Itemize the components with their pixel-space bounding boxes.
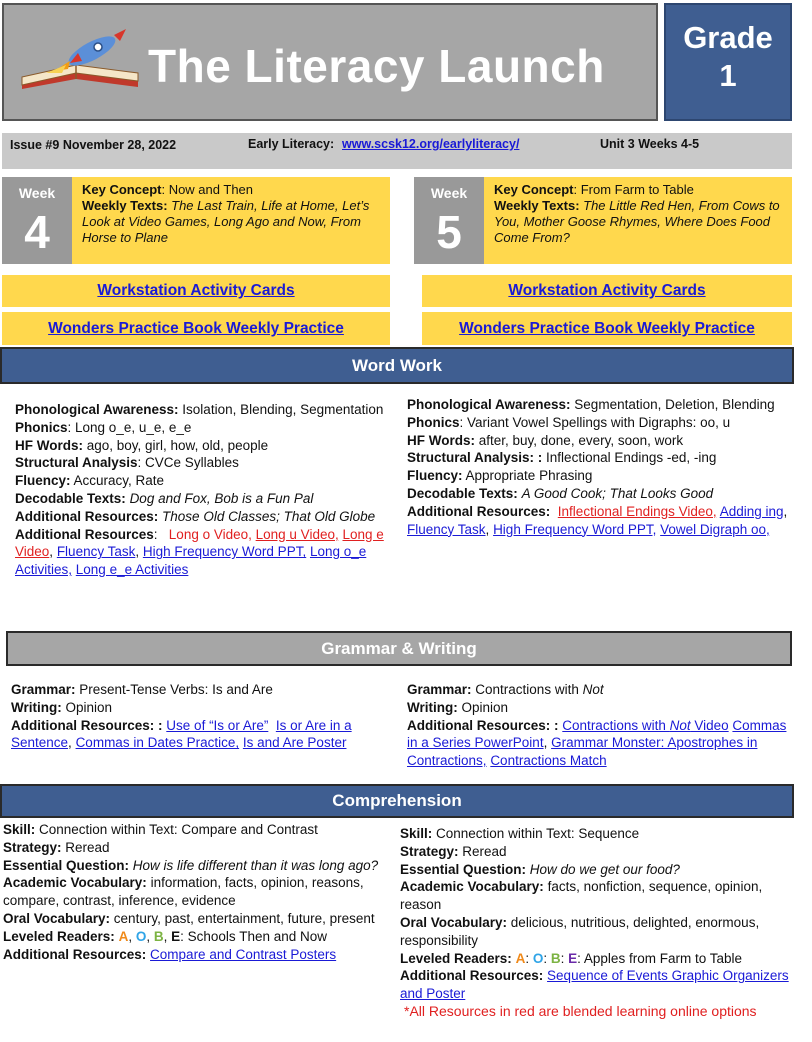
weekly-texts-label: Weekly Texts [494,198,576,213]
week-label: Week [18,185,56,201]
header-banner [2,3,658,121]
fluency-task-link[interactable]: Fluency Task [56,544,136,560]
workstation-activity-cards-link[interactable]: Workstation Activity Cards [97,282,295,299]
weekly-texts: The Last Train, Life at Home, Let’s Look at Video Games, Long Ago and Now, From Horse to Plane [82,198,370,245]
inflectional-endings-video-link[interactable]: Inflectional Endings Video, [557,503,717,519]
vowel-digraph-oo-link[interactable]: Vowel Digraph oo, [660,521,770,537]
weekly-texts: The Little Red Hen, From Cows to You, Mother Goose Rhymes, Where Does Food Come From? [494,198,780,245]
week-4-number-block [2,177,72,264]
wonders-bar-week-5 [422,312,792,345]
grade-label: Grade [683,20,773,55]
adding-ing-link[interactable]: Adding ing [719,503,784,519]
grammar-monster-apostrophes-link[interactable]: Grammar Monster: Apostrophes in Contractions, [407,735,758,769]
long-o-video-link[interactable]: Long o Video, [168,526,252,542]
high-frequency-word-ppt-link[interactable]: High Frequency Word PPT, [493,521,657,537]
compare-contrast-posters-link[interactable]: Compare and Contrast Posters [150,946,337,962]
high-frequency-word-ppt-link[interactable]: High Frequency Word PPT, [142,544,307,560]
key-concept: : Now and Then [161,182,254,197]
is-and-are-poster-link[interactable]: Is and Are Poster [242,735,347,751]
grade-badge [664,3,792,121]
key-concept-label: Key Concept [494,182,574,197]
comprehension-header: Comprehension [0,784,794,818]
early-literacy-link[interactable]: www.scsk12.org/earlyliteracy/ [342,137,520,151]
book-rocket-logo-icon [16,27,144,107]
grammar-writing-header: Grammar & Writing [6,631,792,666]
week-label: Week [430,185,468,201]
word-work-header: Word Work [0,347,794,384]
week-4-box [2,177,390,264]
wonders-practice-book-link[interactable]: Wonders Practice Book Weekly Practice [459,320,755,337]
unit-weeks: Unit 3 Weeks 4-5 [600,137,700,151]
week-number: 4 [24,206,50,258]
week-number: 5 [436,206,462,258]
is-or-are-in-a-sentence-link[interactable]: Is or Are in a Sentence [11,717,352,751]
long-oe-activities-link[interactable]: Long o_e Activities, [15,544,367,578]
workstation-bar-week-4 [2,275,390,307]
contractions-match-link[interactable]: Contractions Match [490,753,607,769]
issue-info-bar [2,133,792,169]
week-5-box [414,177,792,264]
commas-in-dates-practice-link[interactable]: Commas in Dates Practice, [75,735,240,751]
comprehension-week-4: Skill: Connection within Text: Compare and Contrast Strategy: Reread Essential Question: How is life different than it was long ago? Academic Vocabulary: information, facts, opinion, reasons, compare, contrast, inference, evidence Oral Vocabulary: century, past, entertainment, future, present Leveled Readers: A, O, B, E: Schools Then and Now Additional Resources: Compare and Contrast Posters [3,822,379,962]
week-5-description: Key Concept: From Farm to Table Weekly Texts: The Little Red Hen, From Cows to You, Mother Goose Rhymes, Where Does Food Come From? [494,182,780,245]
wonders-practice-book-link[interactable]: Wonders Practice Book Weekly Practice [48,320,344,337]
key-concept-label: Key Concept [82,182,162,197]
grammar-week-4: Grammar: Present-Tense Verbs: Is and Are Writing: Opinion Additional Resources: : Use of “Is or Are” Is or Are in a Sentence, Commas in Dates Practice, Is and Are Poster [11,682,352,751]
word-work-week-4: Phonological Awareness: Isolation, Blending, Segmentation Phonics: Long o_e, u_e, e_e HF Words: ago, boy, girl, how, old, people Structural Analysis: CVCe Syllables Fluency: Accuracy, Rate Decodable Texts: Dog and Fox, Bob is a Fun Pal Additional Resources: Those Old Classes; That Old Globe Additional Resources: Long o Video, Long u Video, Long e Video, Fluency Task, High Frequency Word PPT, Long o_e Activities, Long e_e Activities [15,402,384,578]
week-5-number-block [414,177,484,264]
word-work-week-5: Phonological Awareness: Segmentation, Deletion, Blending Phonics: Variant Vowel Spellings with Digraphs: oo, u HF Words: after, buy, done, every, soon, work Structural Analysis: : Inflectional Endings -ed, -ing Fluency: Appropriate Phrasing Decodable Texts: A Good Cook; That Looks Good Additional Resources: Inflectional Endings Video, Adding ing, Fluency Task, High Frequency Word PPT, Vowel Digraph oo, [407,397,788,537]
contractions-with-not-video-link[interactable]: Contractions with Not Video [562,717,729,733]
weekly-texts-label: Weekly Texts [82,198,164,213]
use-of-is-or-are-link[interactable]: Use of “Is or Are” [166,717,269,733]
week-4-description: Key Concept: Now and Then Weekly Texts: The Last Train, Life at Home, Let’s Look at Video Games, Long Ago and Now, From Horse to Plane [82,182,370,245]
wonders-bar-week-4 [2,312,390,345]
issue-date: Issue #9 November 28, 2022 [10,138,177,152]
grade-number: 1 [719,58,737,93]
long-e-video-link[interactable]: Long e Video [15,526,384,560]
workstation-bar-week-5 [422,275,792,307]
workstation-activity-cards-link[interactable]: Workstation Activity Cards [508,282,706,299]
long-ee-activities-link[interactable]: Long e_e Activities [75,562,189,578]
early-literacy-label: Early Literacy: [248,137,335,151]
commas-in-a-series-powerpoint-link[interactable]: Commas in a Series PowerPoint [407,717,787,751]
sequence-of-events-organizers-link[interactable]: Sequence of Events Graphic Organizers and Poster [400,968,789,1002]
comprehension-week-5: Skill: Connection within Text: Sequence Strategy: Reread Essential Question: How do we get our food? Academic Vocabulary: facts, nonfiction, sequence, opinion, reason Oral Vocabulary: delicious, nutritious, delighted, enormous, responsibility Leveled Readers: A: O: B: E: Apples from Farm to Table Additional Resources: Sequence of Events Graphic Organizers and Poster *All Resources in red are blended learning online options [400,825,792,1021]
long-u-video-link[interactable]: Long u Video, [255,526,339,542]
newsletter-title: The Literacy Launch [148,40,605,92]
grammar-week-5: Grammar: Contractions with Not Writing: Opinion Additional Resources: : Contractions with Not Video Commas in a Series PowerPoint, Grammar Monster: Apostrophes in Contractions, Contractions Match [407,682,787,769]
fluency-task-link[interactable]: Fluency Task [407,521,486,537]
blended-learning-note: *All Resources in red are blended learning online options [404,1002,757,1019]
key-concept: : From Farm to Table [573,182,694,197]
